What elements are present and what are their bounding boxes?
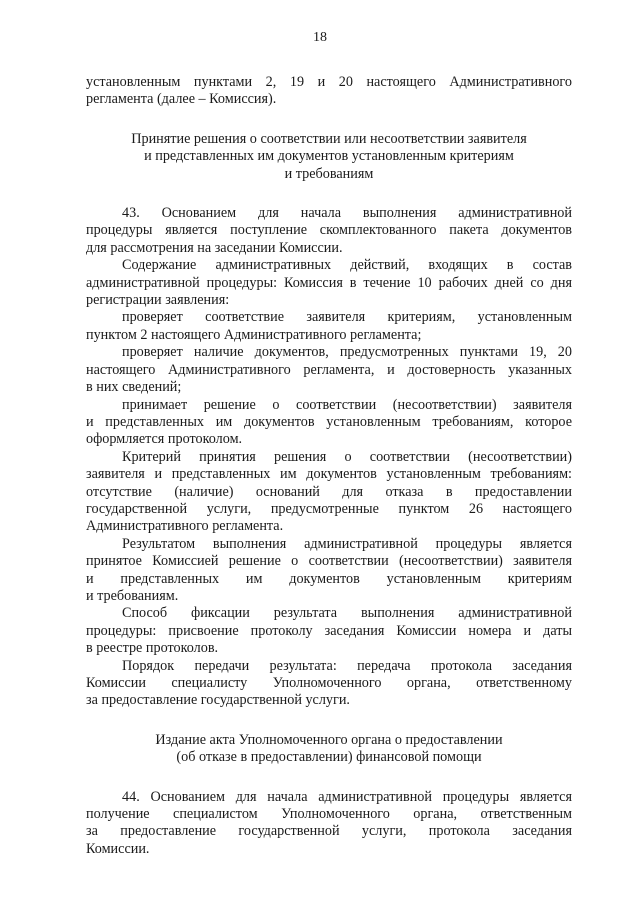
text-line: в реестре протоколов. — [86, 640, 219, 657]
text-line: Административного регламента. — [86, 518, 284, 535]
paragraph — [86, 344, 572, 396]
text-line: и представленных им документов установленным требованиям, которое — [86, 413, 572, 430]
text-line: оформляется протоколом. — [86, 431, 243, 448]
text-line: 44. Основанием для начала административной процедуры является — [122, 788, 572, 805]
heading-line: (об отказе в предоставлении) финансовой помощи — [176, 749, 482, 766]
text-line: для рассмотрения на заседании Комиссии. — [86, 239, 343, 256]
text-line: заявителя и представленных им документов установленным требованиям: — [86, 466, 572, 483]
text-line: процедуры: присвоение протоколу заседания Комиссии номера и даты — [86, 622, 572, 639]
paragraph — [86, 658, 572, 710]
text-line: 43. Основанием для начала выполнения административной — [122, 205, 572, 222]
heading-line: и требованиям — [284, 165, 374, 182]
text-line: за предоставление государственной услуги. — [86, 692, 350, 709]
paragraph — [86, 397, 572, 449]
text-line: Порядок передачи результата: передача протокола заседания — [122, 657, 572, 674]
section-heading — [86, 131, 572, 183]
heading-line: Принятие решения о соответствии или несоответствии заявителя — [131, 130, 527, 147]
text-line: отсутствие (наличие) оснований для отказа в предоставлении — [86, 483, 572, 500]
document-body — [86, 74, 572, 858]
text-line: настоящего Административного регламента, и достоверность указанных — [86, 361, 572, 378]
text-line: в них сведений; — [86, 379, 182, 396]
heading-line: и представленных им документов установленным критериям — [144, 148, 514, 165]
text-line: и требованиям. — [86, 587, 179, 604]
text-line: регламента (далее – Комиссия). — [86, 91, 277, 108]
text-line: административной процедуры: Комиссия в течение 10 рабочих дней со дня — [86, 274, 572, 291]
text-line: установленным пунктами 2, 19 и 20 настоящего Административного — [86, 74, 572, 90]
text-line: регистрации заявления: — [86, 292, 230, 309]
text-line: Результатом выполнения административной процедуры является — [122, 535, 572, 552]
text-line: принимает решение о соответствии (несоответствии) заявителя — [122, 396, 572, 413]
text-line: проверяет соответствие заявителя критериям, установленным — [122, 309, 572, 326]
page-number: 18 — [313, 30, 327, 45]
text-line: Комиссии специалисту Уполномоченного органа, ответственному — [86, 675, 572, 691]
text-line: получение специалистом Уполномоченного органа, ответственным — [86, 806, 572, 823]
text-line: за предоставление государственной услуги, протокола заседания — [86, 823, 572, 840]
paragraph — [86, 205, 572, 257]
text-line: проверяет наличие документов, предусмотренных пунктами 19, 20 — [122, 344, 572, 361]
text-line: Критерий принятия решения о соответствии (несоответствии) — [122, 448, 572, 465]
text-line: государственной услуги, предусмотренные пунктом 26 настоящего — [86, 500, 572, 517]
paragraph — [86, 449, 572, 536]
text-line: Способ фиксации результата выполнения административной — [122, 605, 572, 622]
text-line: процедуры является поступление скомплектованного пакета документов — [86, 222, 572, 239]
paragraph — [86, 605, 572, 657]
text-line: принятое Комиссией решение о соответствии (несоответствии) заявителя — [86, 553, 572, 570]
text-line: и представленных им документов установленным критериям — [86, 570, 572, 587]
section-heading — [86, 732, 572, 767]
text-line: Комиссии. — [86, 840, 150, 857]
paragraph — [86, 536, 572, 606]
text-line: Содержание административных действий, входящих в состав — [122, 257, 572, 274]
text-line: пунктом 2 настоящего Административного регламента; — [86, 326, 422, 343]
paragraph — [86, 789, 572, 859]
paragraph — [86, 309, 572, 344]
paragraph — [86, 257, 572, 309]
paragraph — [86, 74, 572, 109]
heading-line: Издание акта Уполномоченного органа о предоставлении — [155, 731, 503, 748]
